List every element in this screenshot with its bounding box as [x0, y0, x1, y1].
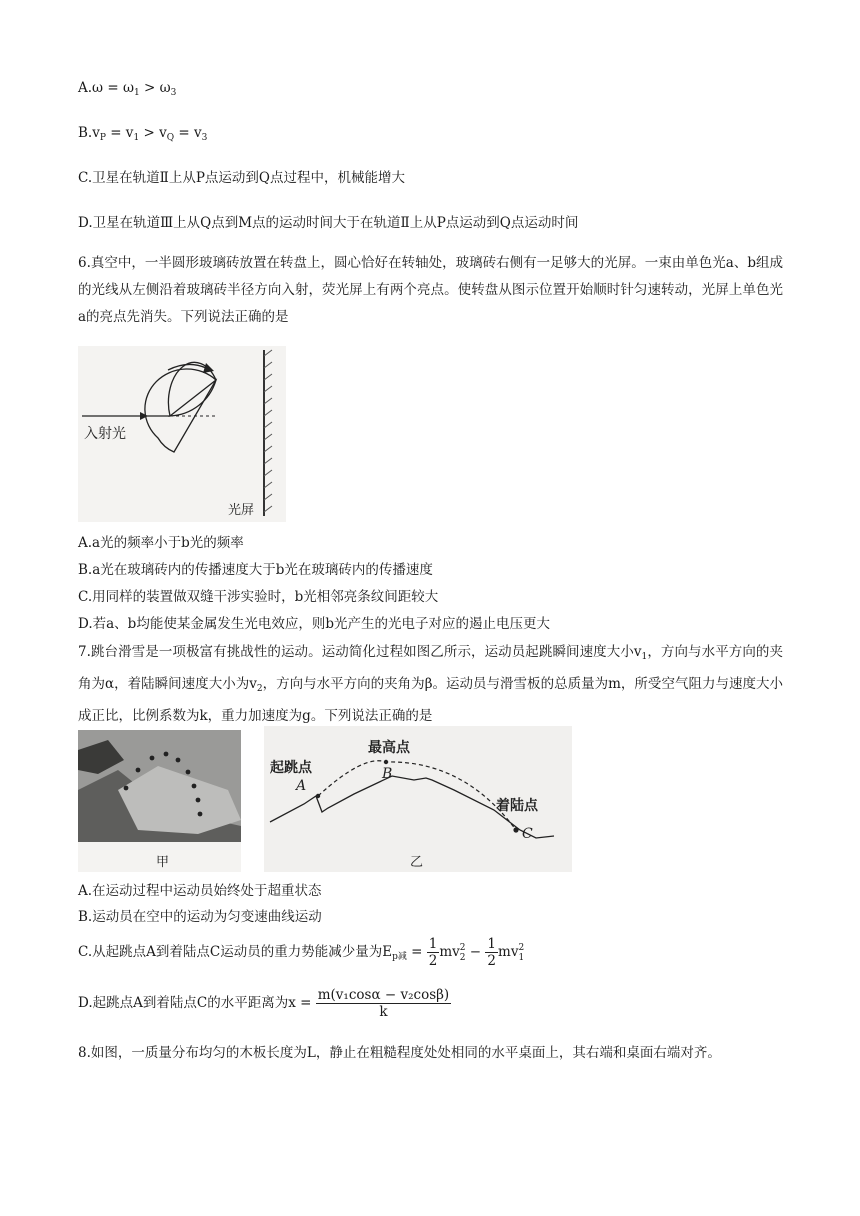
figure-jia-caption: 甲 — [156, 855, 170, 870]
option-7c: C.从起跳点A到着陆点C运动员的重力势能减少量为$E_{p减}$ = $\frac{1}{2}$ mv 2 2 − $\frac{1}{2}$ mv 2 1 — [78, 936, 525, 969]
takeoff-point-label: 起跳点 — [270, 760, 312, 776]
incident-light-label: 入射光 — [84, 426, 126, 442]
glass-brick-figure — [78, 346, 286, 522]
question-8-stem: 8.如图，一质量分布均匀的木板长度为L，静止在粗糙程度处处相同的水平桌面上，其右端和桌面右端对齐。 — [78, 1045, 721, 1061]
option-5c: C.卫星在轨道Ⅱ上从P点运动到Q点过程中，机械能增大 — [78, 170, 405, 186]
screen-label: 光屏 — [228, 503, 255, 518]
option-6c: C.用同样的装置做双缝干涉实验时，b光相邻亮条纹间距较大 — [78, 589, 439, 605]
point-c-label: C — [522, 826, 533, 842]
question-7-stem: 7.跳台滑雪是一项极富有挑战性的运动。运动简化过程如图乙所示，运动员起跳瞬间速度大小$v_1$，方向与水平方向的夹角为α，着陆瞬间速度大小为$v_2$，方向与水平方向的夹角为β。运动员与滑雪板的总质量为m，所受空气阻力与速度大小成正比，比例系数为k，重力加速度为g。下列说法正确的是 — [78, 644, 784, 724]
landing-point-label: 着陆点 — [496, 798, 538, 814]
option-7b: B.运动员在空中的运动为匀变速曲线运动 — [78, 909, 322, 925]
point-b-label: B — [382, 766, 393, 782]
option-5b: $B.v_P = v_1 > v_Q = v_3$ — [78, 125, 208, 143]
option-5a: $A.\omega = \omega_1 > \omega_3$ — [78, 80, 177, 98]
option-5d: D.卫星在轨道Ⅲ上从Q点到M点的运动时间大于在轨道Ⅱ上从P点运动到Q点运动时间 — [78, 215, 579, 231]
option-6a: A.a光的频率小于b光的频率 — [78, 535, 244, 551]
option-7a: A.在运动过程中运动员始终处于超重状态 — [78, 883, 322, 899]
ski-jump-photo — [78, 730, 241, 872]
point-a-label: A — [296, 778, 307, 794]
highest-point-label: 最高点 — [368, 740, 410, 756]
question-6-stem: 6.真空中，一半圆形玻璃砖放置在转盘上，圆心恰好在转轴处，玻璃砖右侧有一足够大的光屏。一束由单色光a、b组成的光线从左侧沿着玻璃砖半径方向入射，荧光屏上有两个亮点。使转盘从图示位置开始顺时针匀速转动，光屏上单色光a的亮点先消失。下列说法正确的是 — [78, 255, 783, 325]
option-6d: D.若a、b均能使某金属发生光电效应，则b光产生的光电子对应的遏止电压更大 — [78, 616, 550, 632]
option-6b: B.a光在玻璃砖内的传播速度大于b光在玻璃砖内的传播速度 — [78, 562, 433, 578]
ski-jump-diagram — [264, 726, 572, 872]
figure-yi-caption: 乙 — [410, 855, 424, 870]
option-7d: D.起跳点A到着陆点C的水平距离为x = $\frac{\text{m(v₁cosα − v₂cosβ)}}{k}$ — [78, 987, 450, 1020]
